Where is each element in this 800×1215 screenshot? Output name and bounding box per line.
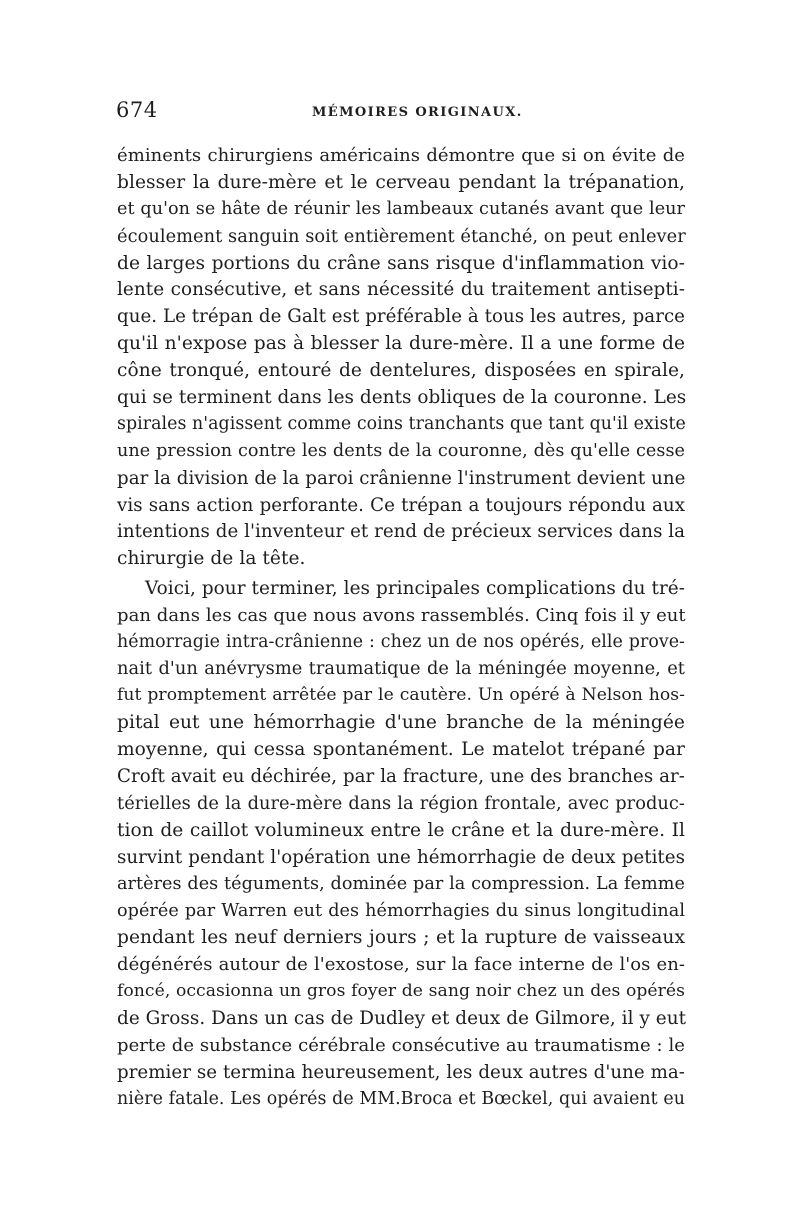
text-line: opérée par Warren eut des hémorrhagies du sinus longitudinal [117,901,685,921]
text-line: éminents chirurgiens américains démontre que si on évite de [117,145,685,166]
text-line: écoulement sanguin soit entièrement étanché, on peut enlever [117,226,686,247]
running-head: MÉMOIRES ORIGINAUX. [312,105,523,120]
text-line: dégénérés autour de l'exostose, sur la face interne de l'os en- [117,954,685,975]
text-line: perte de substance cérébrale consécutive au traumatisme : le [117,1035,685,1056]
text-line: hémorragie intra-crânienne : chez un de nos opérés, elle prove- [117,632,685,652]
text-line: pan dans les cas que nous avons rassemblés. Cinq fois il y eut [117,605,686,626]
text-line: intentions de l'inventeur et rend de précieux services dans la [117,521,686,542]
page-number: 674 [116,98,158,122]
text-line: par la division de la paroi crânienne l'instrument devient une [117,468,686,489]
text-line: qui se terminent dans les dents obliques de la couronne. Les [117,387,687,408]
text-line: de larges portions du crâne sans risque d'inflammation vio- [117,253,685,274]
text-line: fut promptement arrêtée par le cautère. Un opéré à Nelson hos- [117,685,685,705]
text-line: foncé, occasionna un gros foyer de sang noir chez un des opérés [117,981,685,1001]
text-line: térielles de la dure-mère dans la région frontale, avec produc- [117,793,685,814]
text-line: tion de caillot volumineux entre le crâne et la dure-mère. Il [117,820,685,841]
text-line: cône tronqué, entouré de dentelures, disposées en spirale, [117,360,685,381]
text-line: que. Le trépan de Galt est préférable à tous les autres, parce [117,306,685,327]
text-line: de Gross. Dans un cas de Dudley et deux de Gilmore, il y eut [117,1008,687,1029]
text-line: chirurgie de la tête. [117,548,306,569]
text-line: nière fatale. Les opérés de MM.Broca et Bœckel, qui avaient eu [117,1089,685,1109]
text-line-paragraph-start: Voici, pour terminer, les principales complications du tré- [145,578,685,599]
text-line: vis sans action perforante. Ce trépan a toujours répondu aux [117,495,685,516]
text-line: qu'il n'expose pas à blesser la dure-mère. Il a une forme de [117,333,685,354]
text-line: nait d'un anévrysme traumatique de la méningée moyenne, et [117,658,685,679]
text-line: pital eut une hémorrhagie d'une branche de la méningée [117,712,685,733]
text-line: survint pendant l'opération une hémorrhagie de deux petites [117,847,685,868]
text-line: blesser la dure-mère et le cerveau pendant la trépanation, [117,172,685,193]
text-line: et qu'on se hâte de réunir les lambeaux cutanés avant que leur [117,199,685,219]
text-line: lente consécutive, et sans nécessité du traitement antisepti- [117,279,685,300]
text-line: spirales n'agissent comme coins tranchants que tant qu'il existe [117,414,686,434]
text-line: pendant les neuf derniers jours ; et la rupture de vaisseaux [117,927,685,948]
text-line: une pression contre les dents de la couronne, dès qu'elle cesse [117,441,685,461]
text-line: Croft avait eu déchirée, par la fracture, une des branches ar- [117,766,685,787]
text-line: moyenne, qui cessa spontanément. Le matelot trépané par [117,739,685,760]
text-line: artères des téguments, dominée par la compression. La femme [117,874,685,894]
text-line: premier se termina heureusement, les deux autres d'une ma- [117,1062,685,1083]
page-header [116,98,690,128]
